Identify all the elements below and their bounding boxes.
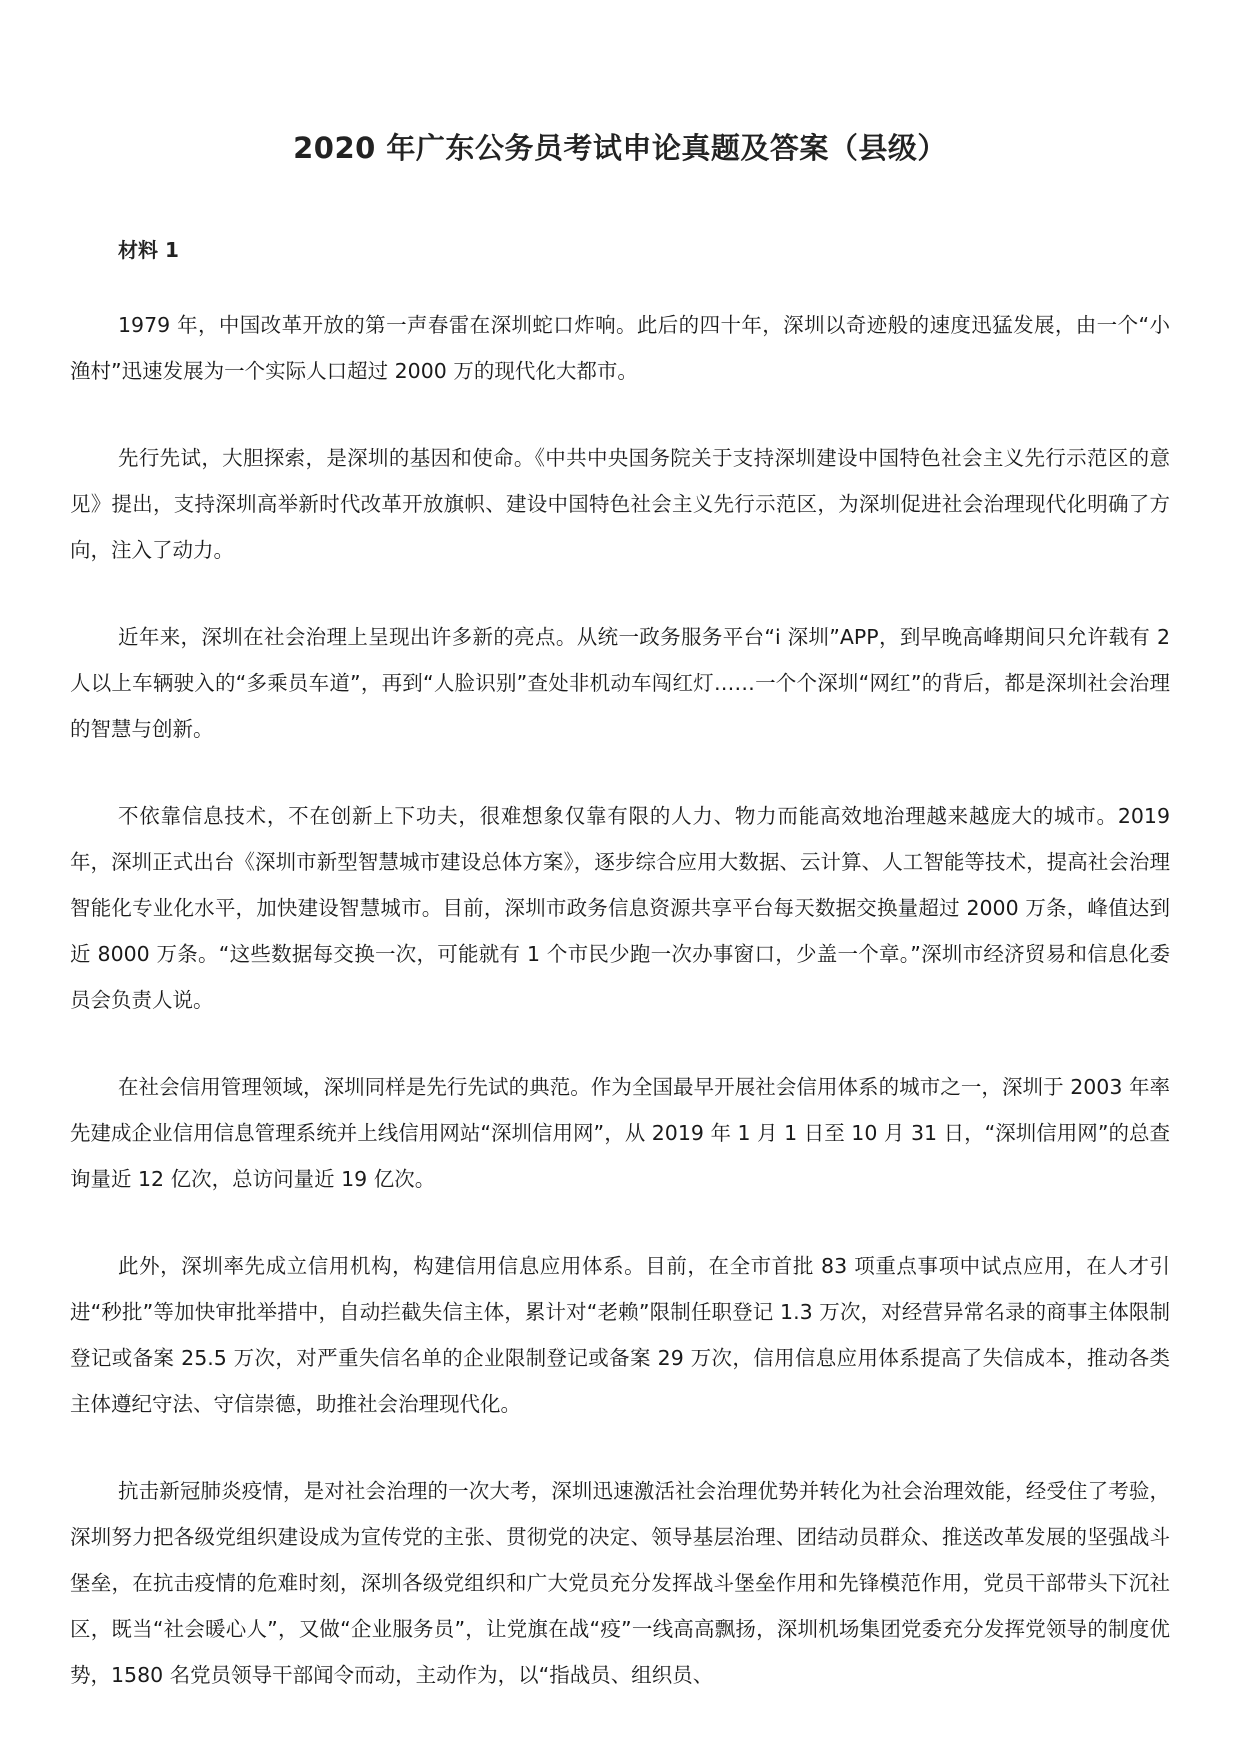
paragraph: 近年来，深圳在社会治理上呈现出许多新的亮点。从统一政务服务平台“i 深圳”APP，到早晚高峰期间只允许载有 2 人以上车辆驶入的“多乘员车道”，再到“人脸识别”查处非机动车闯红灯……一个个深圳“网红”的背后，都是深圳社会治理的智慧与创新。	[70, 625, 1170, 741]
paragraph: 在社会信用管理领域，深圳同样是先行先试的典范。作为全国最早开展社会信用体系的城市之一，深圳于 2003 年率先建成企业信用信息管理系统并上线信用网站“深圳信用网”，从 2019 年 1 月 1 日至 10 月 31 日，“深圳信用网”的总查询量近 12 亿次，总访问量近 19 亿次。	[70, 1075, 1170, 1191]
document-title: 2020 年广东公务员考试申论真题及答案（县级）	[293, 131, 947, 165]
paragraph: 此外，深圳率先成立信用机构，构建信用信息应用体系。目前，在全市首批 83 项重点事项中试点应用，在人才引进“秒批”等加快审批举措中，自动拦截失信主体，累计对“老赖”限制任职登记 1.3 万次，对经营异常名录的商事主体限制登记或备案 25.5 万次，对严重失信名单的企业限制登记或备案 29 万次，信用信息应用体系提高了失信成本，推动各类主体遵纪守法、守信崇德，助推社会治理现代化。	[70, 1254, 1170, 1416]
paragraph: 1979 年，中国改革开放的第一声春雷在深圳蛇口炸响。此后的四十年，深圳以奇迹般的速度迅猛发展，由一个“小渔村”迅速发展为一个实际人口超过 2000 万的现代化大都市。	[70, 313, 1170, 383]
material-body	[70, 302, 1170, 1698]
paragraph: 抗击新冠肺炎疫情，是对社会治理的一次大考，深圳迅速激活社会治理优势并转化为社会治理效能，经受住了考验，深圳努力把各级党组织建设成为宣传党的主张、贯彻党的决定、领导基层治理、团结动员群众、推送改革发展的坚强战斗堡垒，在抗击疫情的危难时刻，深圳各级党组织和广大党员充分发挥战斗堡垒作用和先锋模范作用，党员干部带头下沉社区，既当“社会暖心人”，又做“企业服务员”，让党旗在战“疫”一线高高飘扬，深圳机场集团党委充分发挥党领导的制度优势，1580 名党员领导干部闻令而动，主动作为，以“指战员、组织员、	[70, 1479, 1170, 1687]
section-heading-material-1: 材料 1	[118, 238, 179, 262]
paragraph: 不依靠信息技术，不在创新上下功夫，很难想象仅靠有限的人力、物力而能高效地治理越来越庞大的城市。2019 年，深圳正式出台《深圳市新型智慧城市建设总体方案》，逐步综合应用大数据、云计算、人工智能等技术，提高社会治理智能化专业化水平，加快建设智慧城市。目前，深圳市政务信息资源共享平台每天数据交换量超过 2000 万条，峰值达到近 8000 万条。“这些数据每交换一次，可能就有 1 个市民少跑一次办事窗口，少盖一个章。”深圳市经济贸易和信息化委员会负责人说。	[70, 804, 1170, 1012]
paragraph: 先行先试，大胆探索，是深圳的基因和使命。《中共中央国务院关于支持深圳建设中国特色社会主义先行示范区的意见》提出，支持深圳高举新时代改革开放旗帜、建设中国特色社会主义先行示范区，为深圳促进社会治理现代化明确了方向，注入了动力。	[70, 446, 1170, 562]
